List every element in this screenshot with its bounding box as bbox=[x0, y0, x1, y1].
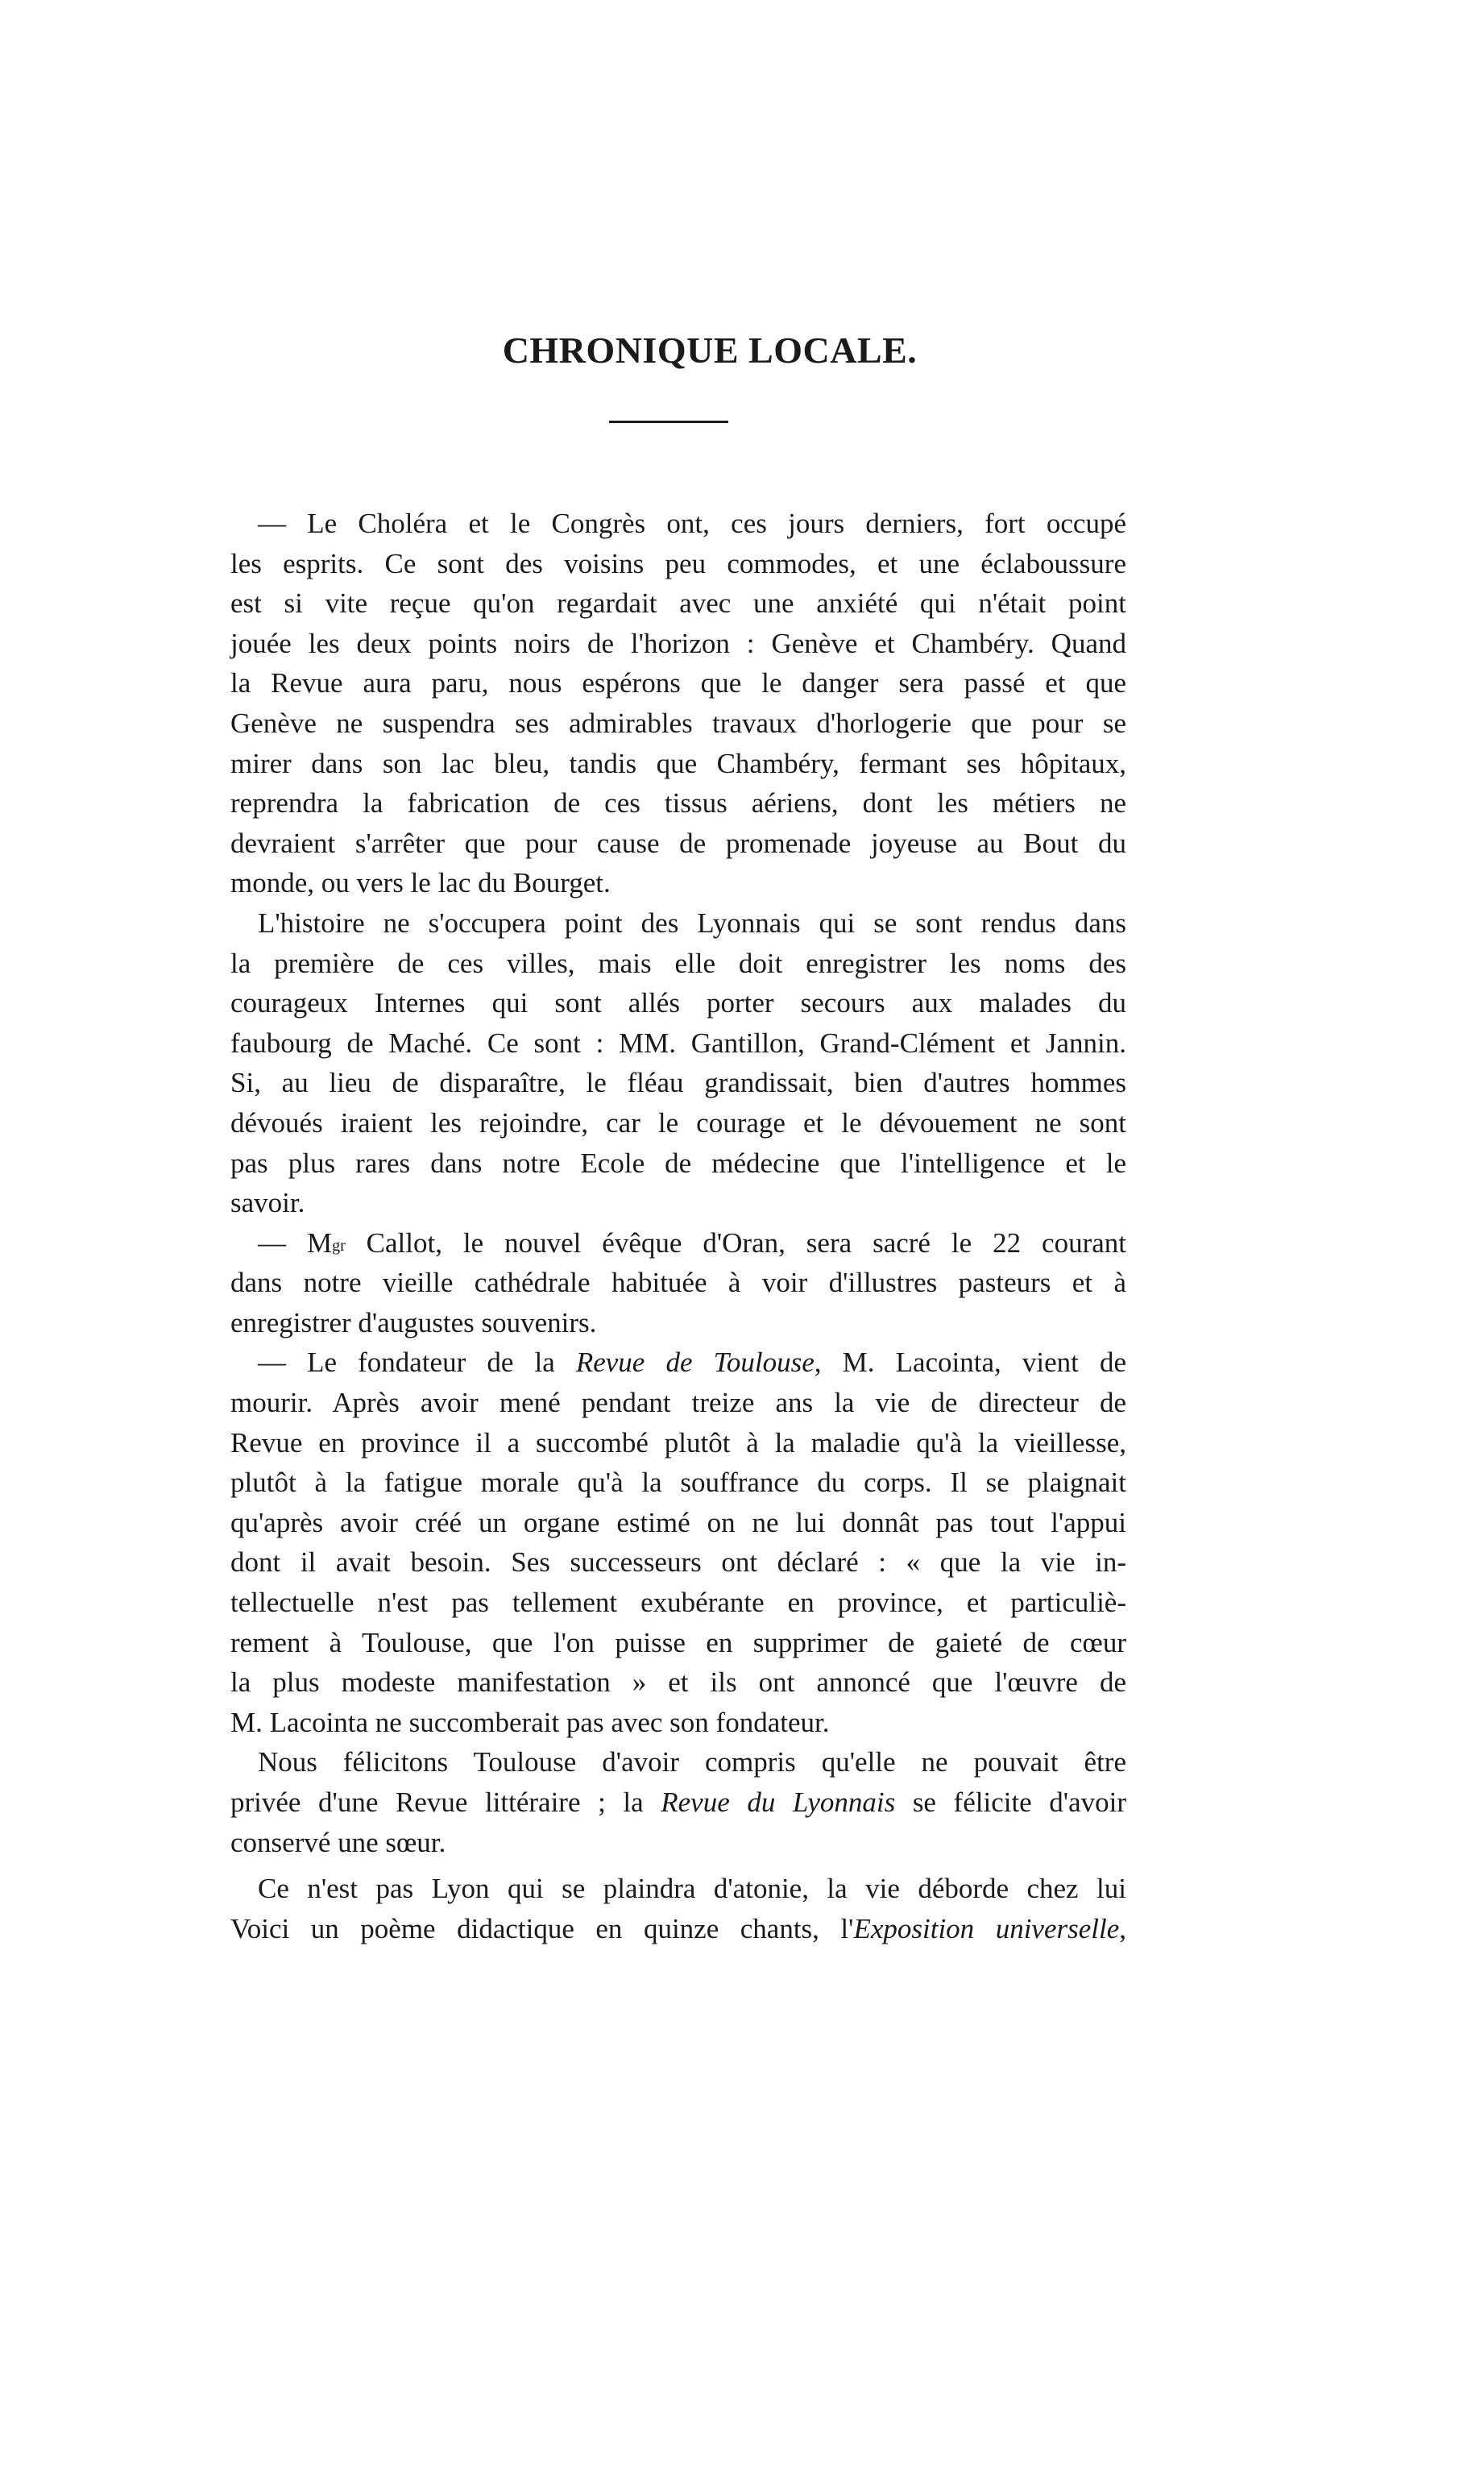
text-line-eveque bbox=[230, 1223, 1126, 1264]
text-line: la Revue aura paru, nous espérons que le danger sera passé et que bbox=[230, 667, 1126, 699]
text-line: pas plus rares dans notre Ecole de médecine que l'intelligence et le bbox=[230, 1147, 1126, 1179]
text-line: la première de ces villes, mais elle doit enregistrer les noms des bbox=[230, 947, 1126, 979]
text-segment: Voici un poème didactique en quinze chants, l' bbox=[230, 1912, 854, 1944]
text-line: rement à Toulouse, que l'on puisse en supprimer de gaieté de cœur bbox=[230, 1626, 1126, 1658]
text-line: L'histoire ne s'occupera point des Lyonnais qui se sont rendus dans bbox=[258, 907, 1126, 939]
text-line: monde, ou vers le lac du Bourget. bbox=[230, 867, 611, 899]
eveque-prefix: — M bbox=[258, 1226, 333, 1259]
text-segment: privée d'une Revue littéraire ; la bbox=[230, 1787, 644, 1818]
text-line: Revue en province il a succombé plutôt à la maladie qu'à la vieillesse, bbox=[230, 1426, 1126, 1459]
text-segment: , M. Lacointa, vient de bbox=[814, 1347, 1126, 1379]
text-segment: se félicite d'avoir bbox=[912, 1787, 1127, 1818]
text-line: conservé une sœur. bbox=[230, 1826, 446, 1858]
eveque-superscript: gr bbox=[332, 1236, 346, 1255]
eveque-rest: Callot, le nouvel évêque d'Oran, sera sacré le 22 courant bbox=[366, 1226, 1126, 1259]
exposition-title: Exposition universelle bbox=[853, 1912, 1120, 1944]
text-line: la plus modeste manifestation » et ils ont annoncé que l'œuvre de bbox=[230, 1666, 1126, 1699]
text-line: dévoués iraient les rejoindre, car le courage et le dévouement ne sont bbox=[230, 1106, 1126, 1139]
text-line: enregistrer d'augustes souvenirs. bbox=[230, 1306, 597, 1338]
article-body bbox=[230, 504, 1126, 1948]
text-line: dont il avait besoin. Ses successeurs ont déclaré : « que la vie in- bbox=[230, 1546, 1126, 1579]
text-line: mourir. Après avoir mené pendant treize ans la vie de directeur de bbox=[230, 1387, 1126, 1419]
text-line: savoir. bbox=[230, 1187, 305, 1219]
page-title: CHRONIQUE LOCALE. bbox=[502, 330, 918, 371]
text-line-lyonnais bbox=[230, 1782, 1126, 1823]
text-line: jouée les deux points noirs de l'horizon : Genève et Chambéry. Quand bbox=[230, 627, 1126, 659]
text-line: courageux Internes qui sont allés porter secours aux malades du bbox=[230, 987, 1126, 1019]
text-line: Si, au lieu de disparaître, le fléau grandissait, bien d'autres hommes bbox=[230, 1067, 1126, 1099]
text-line: mirer dans son lac bleu, tandis que Chambéry, fermant ses hôpitaux, bbox=[230, 747, 1126, 779]
text-line: dans notre vieille cathédrale habituée à voir d'illustres pasteurs et à bbox=[230, 1267, 1126, 1299]
text-line: plutôt à la fatigue morale qu'à la souffrance du corps. Il se plaignait bbox=[230, 1467, 1126, 1499]
text-line: faubourg de Maché. Ce sont : MM. Gantillon, Grand-Clément et Jannin. bbox=[230, 1027, 1126, 1059]
text-line: tellectuelle n'est pas tellement exubérante en province, et particuliè- bbox=[230, 1587, 1126, 1619]
text-line: les esprits. Ce sont des voisins peu commodes, et une éclaboussure bbox=[230, 547, 1126, 579]
revue-lyonnais-title: Revue du Lyonnais bbox=[661, 1787, 896, 1818]
text-line: Genève ne suspendra ses admirables travaux d'horlogerie que pour se bbox=[230, 707, 1126, 739]
text-line-toulouse bbox=[230, 1342, 1126, 1383]
text-line: M. Lacointa ne succomberait pas avec son fondateur. bbox=[230, 1706, 830, 1738]
text-line: reprendra la fabrication de ces tissus aériens, dont les métiers ne bbox=[230, 787, 1126, 820]
text-line: devraient s'arrêter que pour cause de promenade joyeuse au Bout du bbox=[230, 827, 1126, 859]
text-line: est si vite reçue qu'on regardait avec une anxiété qui n'était point bbox=[230, 587, 1126, 620]
revue-toulouse-title: Revue de Toulouse bbox=[575, 1347, 815, 1379]
text-line: — Le Choléra et le Congrès ont, ces jours derniers, fort occupé bbox=[258, 508, 1126, 539]
text-line: Nous félicitons Toulouse d'avoir compris qu'elle ne pouvait être bbox=[258, 1746, 1126, 1778]
title-rule bbox=[609, 421, 728, 423]
text-line: Ce n'est pas Lyon qui se plaindra d'atonie, la vie déborde chez lui bbox=[258, 1873, 1126, 1905]
text-line-exposition bbox=[230, 1909, 1126, 1949]
text-segment: , bbox=[1119, 1912, 1126, 1944]
text-line: qu'après avoir créé un organe estimé on ne lui donnât pas tout l'appui bbox=[230, 1506, 1126, 1538]
text-segment: — Le fondateur de la bbox=[258, 1347, 555, 1379]
